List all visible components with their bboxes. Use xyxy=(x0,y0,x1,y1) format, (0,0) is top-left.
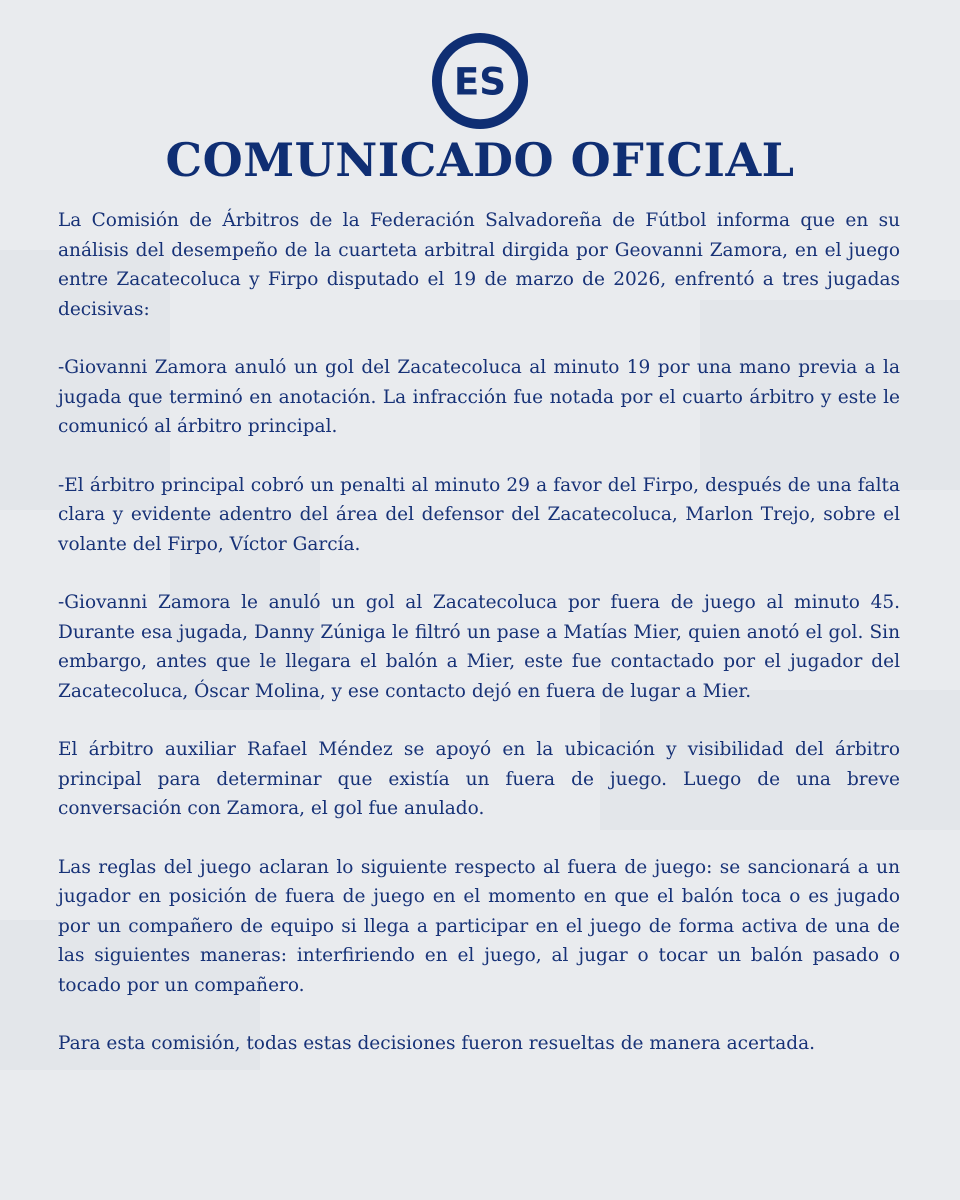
logo-text: ES xyxy=(453,59,507,104)
paragraph-play-2: -El árbitro principal cobró un penalti al minuto 29 a favor del Firpo, después de una falta clara y evidente adentro del área del defensor del Zacatecoluca, Marlon Trejo, sobre el volante del Firpo, Víctor García. xyxy=(58,474,900,555)
paragraph-assistant-referee: El árbitro auxiliar Rafael Méndez se apoyó en la ubicación y visibilidad del árbitro principal para determinar que existía un fuera de juego. Luego de una breve conversación con Zamora, el gol fue anulado. xyxy=(58,739,900,819)
page-title: COMUNICADO OFICIAL xyxy=(165,133,795,187)
paragraph-intro: La Comisión de Árbitros de la Federación Salvadoreña de Fútbol informa que en su análisis del desempeño de la cuarteta arbitral dirgida por Geovanni Zamora, en el juego entre Zacatecoluca y Firpo disputado el 19 de marzo de 2026, enfrentó a tres jugadas decisivas: xyxy=(58,210,900,320)
paragraph-play-1: -Giovanni Zamora anuló un gol del Zacatecoluca al minuto 19 por una mano previa a la jugada que terminó en anotación. La infracción fue notada por el cuarto árbitro y este le comunicó al árbitro principal. xyxy=(58,357,900,437)
paragraph-conclusion: Para esta comisión, todas estas decisiones fueron resueltas de manera acertada. xyxy=(58,1033,815,1054)
paragraph-rules: Las reglas del juego aclaran lo siguiente respecto al fuera de juego: se sancionará a un jugador en posición de fuera de juego en el momento en que el balón toca o es jugado por un compañero de equipo si llega a participar en el juego de forma activa de una de las siguientes maneras: interfiriendo en el juego, al jugar o tocar un balón pasado o tocado por un compañero. xyxy=(58,856,900,996)
es-logo-icon xyxy=(431,32,529,130)
paragraph-play-3: -Giovanni Zamora le anuló un gol al Zacatecoluca por fuera de juego al minuto 45. Durante esa jugada, Danny Zúniga le filtró un pase a Matías Mier, quien anotó el gol. Sin embargo, antes que le llegara el balón a Mier, este fue contactado por el jugador del Zacatecoluca, Óscar Molina, y ese contacto dejó en fuera de lugar a Mier. xyxy=(58,592,900,702)
statement-body xyxy=(58,206,900,1059)
